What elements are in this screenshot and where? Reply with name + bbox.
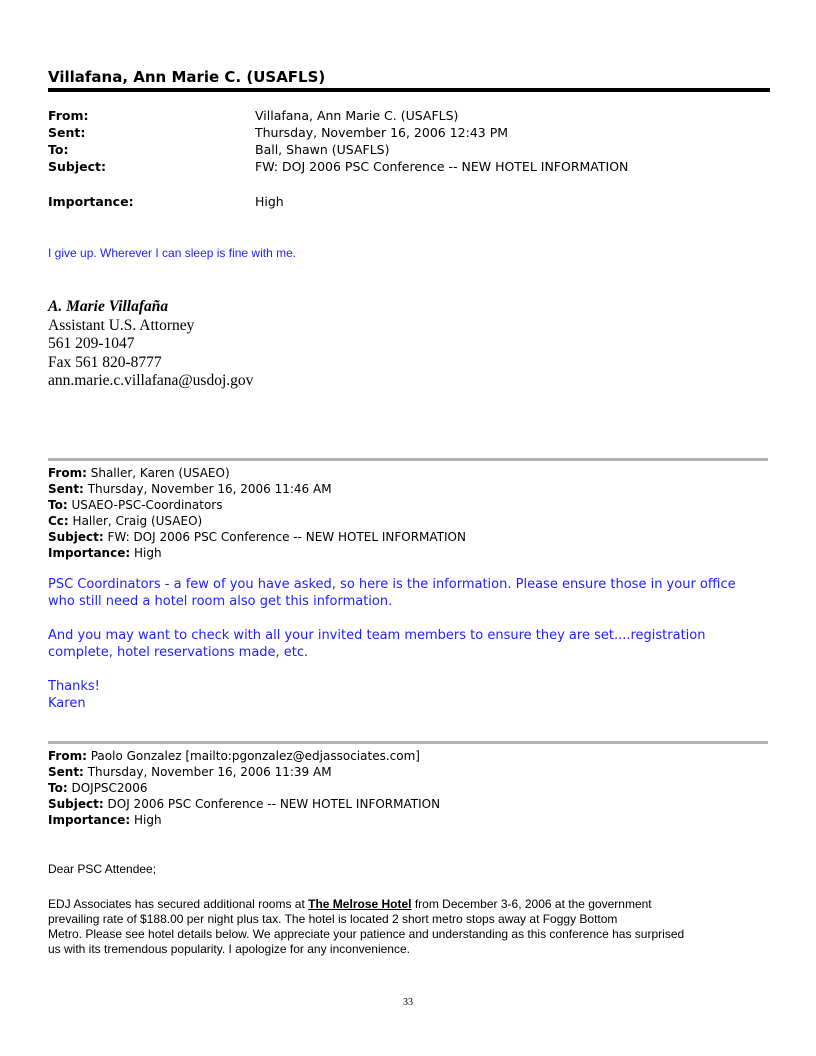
importance-label: Importance: <box>48 194 134 209</box>
signature-name: A. Marie Villafaña <box>48 298 169 315</box>
hotel-name-link[interactable]: The Melrose Hotel <box>308 897 412 911</box>
subject-label: Subject: <box>48 159 106 174</box>
forward2-sent-row <box>48 764 440 780</box>
signature-phone: 561 209-1047 <box>48 335 135 352</box>
signature-email: ann.marie.c.villafana@usdoj.gov <box>48 372 254 389</box>
document-title: Villafana, Ann Marie C. (USAFLS) <box>48 68 326 86</box>
forward1-importance-label: Importance: <box>48 546 131 560</box>
page-number: 33 <box>403 997 413 1008</box>
forward2-line1-end: from December 3-6, 2006 at the government <box>411 897 652 911</box>
forward1-p2-line2: complete, hotel reservations made, etc. <box>48 644 309 660</box>
sent-label: Sent: <box>48 125 86 140</box>
signature-block <box>48 298 253 391</box>
forward1-importance-row <box>48 545 466 561</box>
forward2-greeting: Dear PSC Attendee; <box>48 862 157 876</box>
reply-message: I give up. Wherever I can sleep is fine with me. <box>48 246 297 260</box>
from-label: From: <box>48 108 89 123</box>
forward2-importance-row <box>48 812 440 828</box>
forward1-closing <box>48 679 773 712</box>
forward1-header <box>48 465 466 561</box>
forward2-from-value: Paolo Gonzalez [mailto:pgonzalez@edjassociates.com] <box>90 749 420 763</box>
forward1-cc-value: Haller, Craig (USAEO) <box>72 514 203 528</box>
forward1-subject-value: FW: DOJ 2006 PSC Conference -- NEW HOTEL INFORMATION <box>107 530 466 544</box>
forward1-paragraph-1 <box>48 577 773 610</box>
forward2-line1-start: EDJ Associates has secured additional rooms at <box>48 897 309 911</box>
sent-value: Thursday, November 16, 2006 12:43 PM <box>255 125 509 140</box>
forward1-sent-row <box>48 481 466 497</box>
forward2-to-row <box>48 780 440 796</box>
forward1-to-row <box>48 497 466 513</box>
signature-title: Assistant U.S. Attorney <box>48 316 195 334</box>
forward1-importance-value: High <box>133 546 162 560</box>
forward2-line3: Metro. Please see hotel details below. We appreciate your patience and understanding as this conference has surprised <box>48 927 685 941</box>
forward1-cc-row <box>48 513 466 529</box>
forward1-sent-label: Sent: <box>48 482 84 496</box>
forward1-from-label: From: <box>48 466 87 480</box>
message-separator-2 <box>48 741 768 744</box>
title-divider <box>48 88 770 92</box>
forward2-to-label: To: <box>48 781 68 795</box>
forward1-from-value: Shaller, Karen (USAEO) <box>90 466 230 480</box>
message-separator <box>48 458 768 461</box>
forward2-line4: us with its tremendous popularity. I apologize for any inconvenience. <box>48 942 410 956</box>
forward2-sent-label: Sent: <box>48 765 84 779</box>
to-label: To: <box>48 142 69 157</box>
forward1-p2-line1: And you may want to check with all your invited team members to ensure they are set....registration <box>48 628 706 643</box>
forward2-from-label: From: <box>48 749 87 763</box>
forward2-line2: prevailing rate of $188.00 per night plus tax. The hotel is located 2 short metro stops away at Foggy Bottom <box>48 912 618 926</box>
forward2-from-row <box>48 748 440 764</box>
forward2-subject-label: Subject: <box>48 797 104 811</box>
forward1-to-value: USAEO-PSC-Coordinators <box>71 498 223 512</box>
forward2-paragraph <box>48 897 768 957</box>
forward1-from-row <box>48 465 466 481</box>
forward2-line1 <box>48 897 768 912</box>
forward1-signoff: Karen <box>48 695 86 711</box>
forward1-cc-label: Cc: <box>48 514 69 528</box>
forward2-importance-label: Importance: <box>48 813 131 827</box>
forward1-thanks: Thanks! <box>48 679 100 694</box>
forward2-importance-value: High <box>133 813 162 827</box>
forward1-to-label: To: <box>48 498 68 512</box>
forward2-header <box>48 748 440 828</box>
from-value: Villafana, Ann Marie C. (USAFLS) <box>255 108 459 123</box>
forward1-sent-value: Thursday, November 16, 2006 11:46 AM <box>87 482 332 496</box>
forward1-subject-label: Subject: <box>48 530 104 544</box>
subject-value: FW: DOJ 2006 PSC Conference -- NEW HOTEL INFORMATION <box>255 159 629 174</box>
importance-value: High <box>255 194 284 209</box>
to-value: Ball, Shawn (USAFLS) <box>255 142 390 157</box>
forward2-sent-value: Thursday, November 16, 2006 11:39 AM <box>87 765 332 779</box>
forward1-p1-line2: who still need a hotel room also get this information. <box>48 593 393 609</box>
forward2-subject-row <box>48 796 440 812</box>
forward1-p1-line1: PSC Coordinators - a few of you have asked, so here is the information. Please ensure those in your office <box>48 577 736 592</box>
forward2-subject-value: DOJ 2006 PSC Conference -- NEW HOTEL INFORMATION <box>107 797 441 811</box>
signature-fax: Fax 561 820-8777 <box>48 353 162 371</box>
forward1-paragraph-2 <box>48 628 773 661</box>
forward1-subject-row <box>48 529 466 545</box>
forward2-to-value: DOJPSC2006 <box>71 781 148 795</box>
